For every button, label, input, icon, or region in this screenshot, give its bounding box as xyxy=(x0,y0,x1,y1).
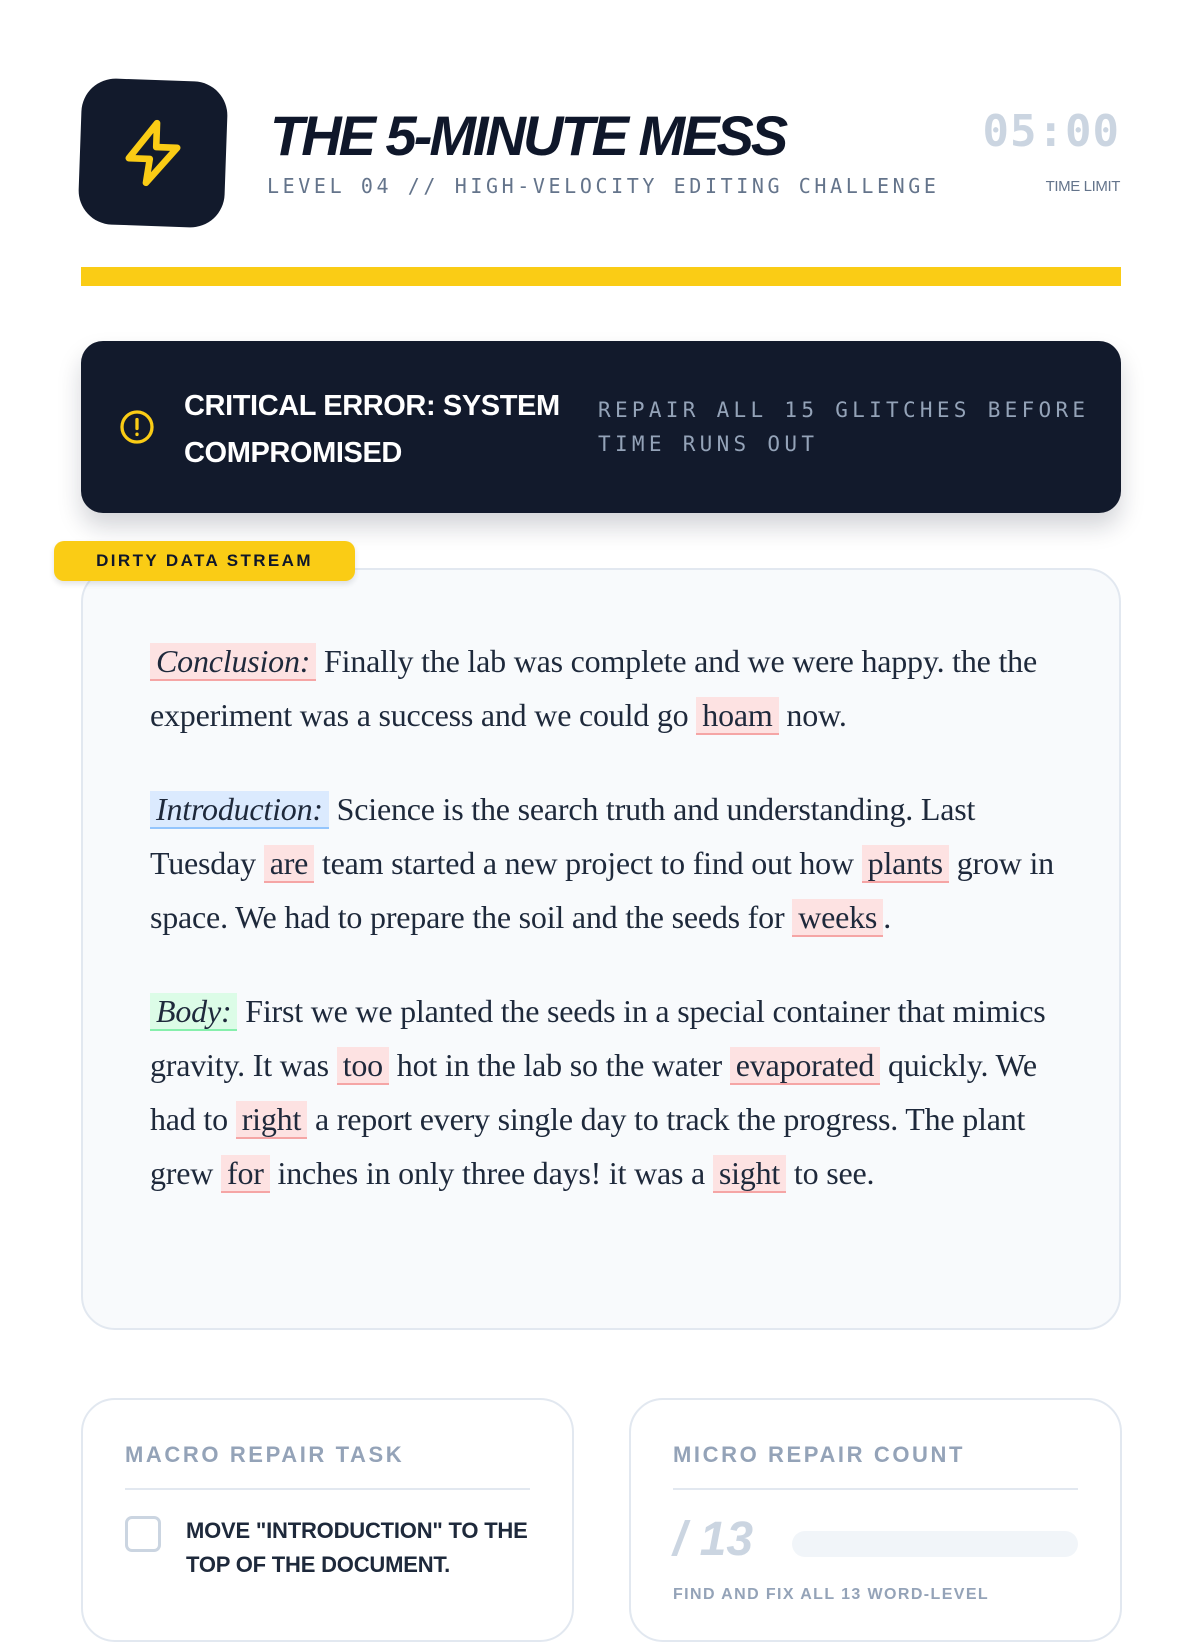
text-fragment: quickly. We had to xyxy=(150,1047,1037,1137)
repair-progress-bar xyxy=(792,1531,1078,1557)
alert-title: CRITICAL ERROR: SYSTEM COMPROMISED xyxy=(184,390,560,469)
page-title: THE 5-MINUTE MESS xyxy=(270,104,786,167)
glitch-word[interactable]: weeks xyxy=(792,899,883,937)
text-fragment: First we we planted the seeds in a special container that mimics gravity. It was xyxy=(150,993,1046,1083)
glitch-word[interactable]: for xyxy=(221,1155,270,1193)
glitch-word[interactable]: plants xyxy=(862,845,949,883)
header-accent-rule xyxy=(81,267,1121,286)
text-fragment: inches in only three days! it was a xyxy=(269,1155,713,1191)
glitch-word[interactable]: evaporated xyxy=(730,1047,880,1085)
section-label-body: Body: xyxy=(150,993,237,1031)
micro-repair-note: FIND AND FIX ALL 13 WORD-LEVEL xyxy=(673,1586,990,1603)
alert-message: REPAIR ALL 15 GLITCHES BEFORE TIME RUNS OUT xyxy=(598,398,1090,456)
macro-repair-heading: MACRO REPAIR TASK xyxy=(125,1442,405,1467)
text-fragment: to see. xyxy=(786,1155,875,1191)
timer-label: TIME LIMIT xyxy=(1045,178,1120,195)
dirty-data-stream-tag: DIRTY DATA STREAM xyxy=(54,541,355,581)
page-subtitle: LEVEL 04 // HIGH-VELOCITY EDITING CHALLENGE xyxy=(267,174,940,198)
critical-error-banner xyxy=(81,341,1121,513)
paragraph-body[interactable] xyxy=(150,984,1060,1200)
text-fragment: . xyxy=(883,899,891,935)
text-fragment: hot in the lab so the water xyxy=(388,1047,730,1083)
text-fragment: now. xyxy=(778,697,847,733)
macro-task-label[interactable]: MOVE "INTRODUCTION" TO THE TOP OF THE DOCUMENT. xyxy=(186,1518,528,1577)
document-text xyxy=(150,634,1060,1240)
glitch-word[interactable]: are xyxy=(264,845,314,883)
glitch-word[interactable]: sight xyxy=(713,1155,786,1193)
text-fragment: grow in space. We had to prepare the soil and the seeds for xyxy=(150,845,1054,935)
macro-task-checkbox[interactable] xyxy=(125,1516,161,1552)
card-divider xyxy=(673,1488,1078,1490)
micro-repair-heading: MICRO REPAIR COUNT xyxy=(673,1442,966,1467)
lightning-bolt-icon xyxy=(116,116,190,190)
text-fragment: Science is the search truth and understanding. Last Tuesday xyxy=(150,791,976,881)
glitch-word[interactable]: hoam xyxy=(696,697,778,735)
macro-repair-card xyxy=(81,1398,574,1642)
logo-badge xyxy=(77,77,228,228)
repair-count: / 13 xyxy=(673,1513,754,1566)
paragraph-introduction[interactable] xyxy=(150,782,1060,944)
card-divider xyxy=(125,1488,530,1490)
text-fragment: a report every single day to track the progress. The plant grew xyxy=(150,1101,1026,1191)
countdown-timer: 05:00 xyxy=(982,106,1120,157)
glitch-word[interactable]: right xyxy=(236,1101,307,1139)
micro-repair-card xyxy=(629,1398,1122,1642)
glitch-word[interactable]: too xyxy=(337,1047,389,1085)
text-fragment: Finally the lab was complete and we were happy. the the experiment was a success and we could go xyxy=(150,643,1037,733)
paragraph-conclusion[interactable] xyxy=(150,634,1060,742)
section-label-conclusion: Conclusion: xyxy=(150,643,316,681)
alert-circle-icon xyxy=(119,409,155,445)
text-fragment: team started a new project to find out how xyxy=(314,845,862,881)
section-label-introduction: Introduction: xyxy=(150,791,329,829)
